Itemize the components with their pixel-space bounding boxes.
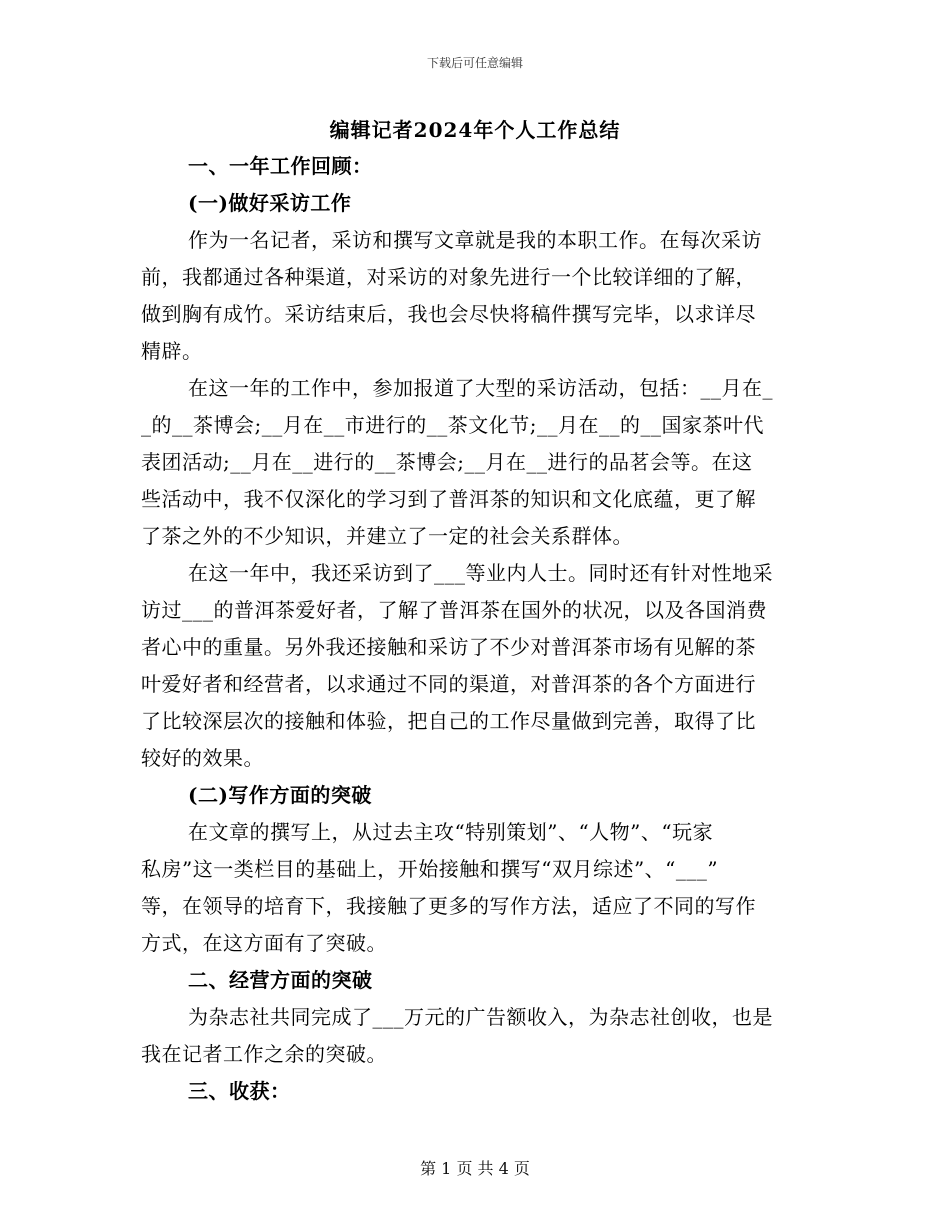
subsection-heading-1: (一)做好采访工作 — [188, 191, 352, 215]
paragraph-line: 了比较深层次的接触和体验，把自己的工作尽量做到完善，取得了比 — [141, 709, 756, 733]
paragraph-line: 私房”这一类栏目的基础上，开始接触和撰写“双月综述”、“___” — [141, 857, 719, 881]
subsection-heading-2: (二)写作方面的突破 — [188, 783, 372, 807]
paragraph-line: 叶爱好者和经营者，以求通过不同的渠道，对普洱茶的各个方面进行 — [141, 672, 756, 696]
paragraph-line: 较好的效果。 — [141, 746, 264, 770]
paragraph-line: 者心中的重量。另外我还接触和采访了不少对普洱茶市场有见解的茶 — [141, 635, 756, 659]
paragraph-line: 为杂志社共同完成了___万元的广告额收入，为杂志社创收，也是 — [188, 1005, 773, 1029]
document-body — [141, 148, 811, 1110]
section-heading-3: 三、收获： — [188, 1079, 291, 1103]
paragraph-line: 在这一年中，我还采访到了___等业内人士。同时还有针对性地采 — [188, 561, 773, 585]
paragraph-line: 表团活动;__月在__进行的__茶博会;__月在__进行的品茗会等。在这 — [141, 450, 753, 474]
paragraph-line: 访过___的普洱茶爱好者，了解了普洱茶在国外的状况，以及各国消费 — [141, 598, 767, 622]
paragraph-line: 我在记者工作之余的突破。 — [141, 1042, 387, 1066]
paragraph-line: 等，在领导的培育下，我接触了更多的写作方法，适应了不同的写作 — [141, 894, 756, 918]
section-heading-1: 一、一年工作回顾： — [188, 154, 373, 178]
paragraph-line: 精辟。 — [141, 339, 203, 363]
page-number-footer: 第 1 页 共 4 页 — [420, 1159, 530, 1178]
document-title: 编辑记者2024年个人工作总结 — [329, 118, 621, 142]
paragraph-line: 在文章的撰写上，从过去主攻“特别策划”、“人物”、“玩家 — [188, 820, 714, 844]
paragraph-line: 了茶之外的不少知识，并建立了一定的社会关系群体。 — [141, 524, 633, 548]
paragraph-line: 些活动中，我不仅深化的学习到了普洱茶的知识和文化底蕴，更了解 — [141, 487, 756, 511]
paragraph-line: 前，我都通过各种渠道，对采访的对象先进行一个比较详细的了解， — [141, 265, 756, 289]
paragraph-line: 做到胸有成竹。采访结束后，我也会尽快将稿件撰写完毕，以求详尽 — [141, 302, 756, 326]
paragraph-line: 在这一年的工作中，参加报道了大型的采访活动，包括：__月在_ — [188, 376, 773, 400]
paragraph-line: _的__茶博会;__月在__市进行的__茶文化节;__月在__的__国家茶叶代 — [141, 413, 764, 437]
paragraph-line: 方式，在这方面有了突破。 — [141, 931, 387, 955]
paragraph-line: 作为一名记者，采访和撰写文章就是我的本职工作。在每次采访 — [188, 228, 762, 252]
section-heading-2: 二、经营方面的突破 — [188, 968, 373, 992]
page-header-note: 下载后可任意编辑 — [426, 56, 523, 70]
